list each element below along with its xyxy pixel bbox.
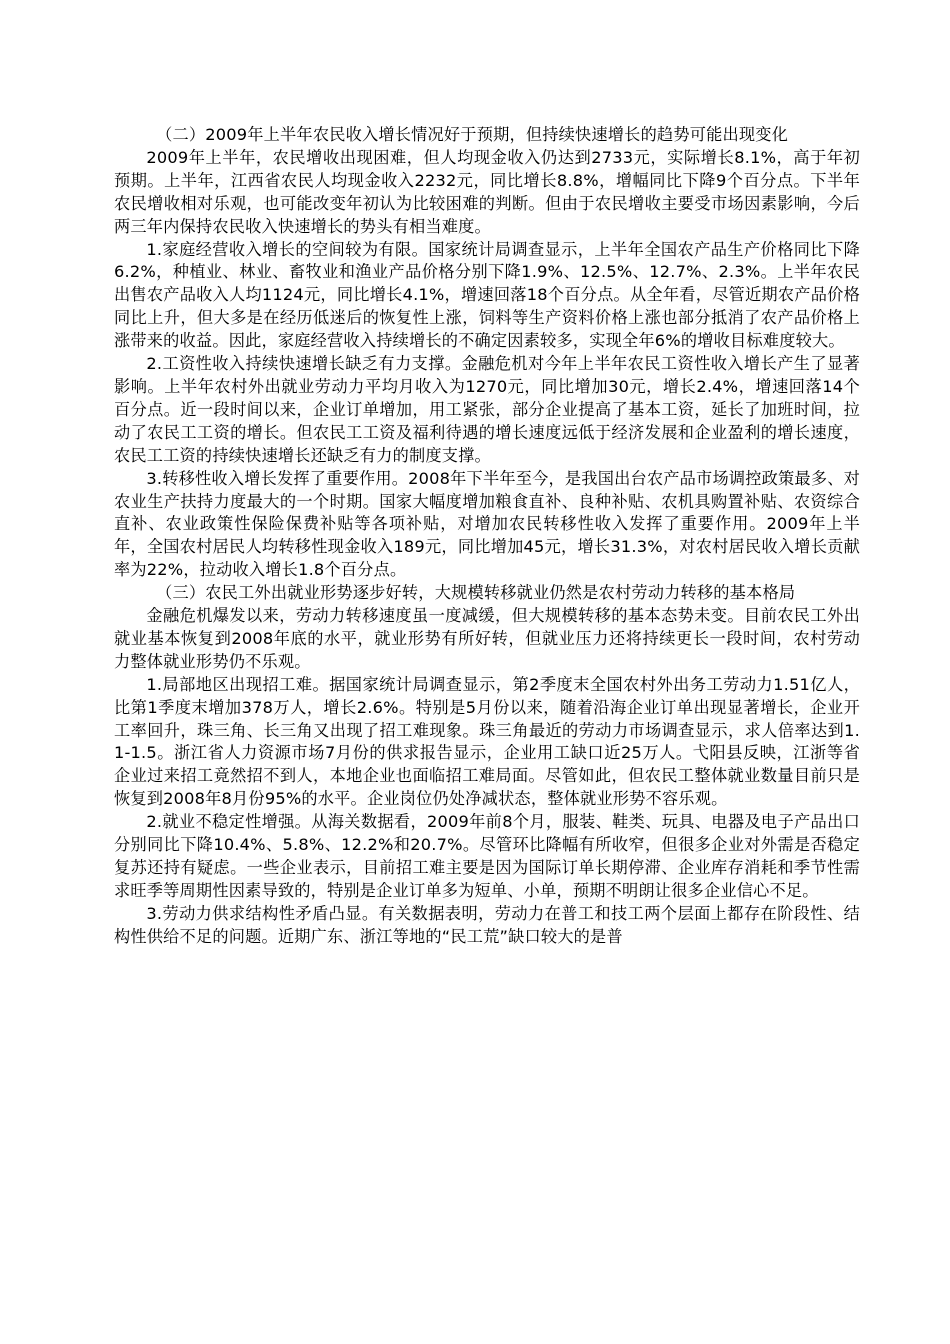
section-heading-3: （三）农民工外出就业形势逐步好转，大规模转移就业仍然是农村劳动力转移的基本格局 bbox=[156, 583, 796, 603]
paragraph-labor-shortage: 1.局部地区出现招工难。据国家统计局调查显示，第2季度末全国农村外出务工劳动力1.51亿人，比第1季度末增加378万人，增长2.6%。特别是5月份以来，随着沿海企业订单出现显著增长，企业开工率回升，珠三角、长三角又出现了招工难现象。珠三角最近的劳动力市场调查显示，求人倍率达到1.1-1.5。浙江省人力资源市场7月份的供求报告显示，企业用工缺口近25万人。弋阳县反映，江浙等省企业过来招工竟然招不到人，本地企业也面临招工难局面。尽管如此，但农民工整体就业数量目前只是恢复到2008年8月份95%的水平。企业岗位仍处净减状态，整体就业形势不容乐观。 bbox=[114, 674, 860, 809]
paragraph-wage-income: 2.工资性收入持续快速增长缺乏有力支撑。金融危机对今年上半年农民工资性收入增长产生了显著影响。上半年农村外出就业劳动力平均月收入为1270元，同比增加30元，增长2.4%，增速回落14个百分点。近一段时间以来，企业订单增加，用工紧张，部分企业提高了基本工资，延长了加班时间，拉动了农民工工资的增长。但农民工工资及福利待遇的增长速度远低于经济发展和企业盈利的增长速度，农民工工资的持续快速增长还缺乏有力的制度支撑。 bbox=[114, 354, 860, 465]
paragraph-employment-overview: 金融危机爆发以来，劳动力转移速度虽一度减缓，但大规模转移的基本态势未变。目前农民工外出就业基本恢复到2008年底的水平，就业形势有所好转，但就业压力还将持续更长一段时间，农村劳动力整体就业形势仍不乐观。 bbox=[114, 606, 860, 671]
section-heading-2: （二）2009年上半年农民收入增长情况好于预期，但持续快速增长的趋势可能出现变化 bbox=[156, 125, 789, 144]
paragraph-household-income: 1.家庭经营收入增长的空间较为有限。国家统计局调查显示，上半年全国农产品生产价格同比下降6.2%，种植业、林业、畜牧业和渔业产品价格分别下降1.9%、12.5%、12.7%、2.3%。上半年农民出售农产品收入人均1124元，同比增长4.1%，增速回落18个百分点。从全年看，尽管近期农产品价格同比上升，但大多是在经历低迷后的恢复性上涨，饲料等生产资料价格上涨也部分抵消了农产品价格上涨带来的收益。因此，家庭经营收入持续增长的不确定因素较多，实现全年6%的增收目标难度较大。 bbox=[114, 239, 860, 351]
document-page bbox=[114, 124, 860, 949]
paragraph-employment-instability: 2.就业不稳定性增强。从海关数据看，2009年前8个月，服装、鞋类、玩具、电器及电子产品出口分别同比下降10.4%、5.8%、12.2%和20.7%。尽管环比降幅有所收窄，但很多企业对外需是否稳定复苏还持有疑虑。一些企业表示，目前招工难主要是因为国际订单长期停滞、企业库存消耗和季节性需求旺季等周期性因素导致的，特别是企业订单多为短单、小单，预期不明朗让很多企业信心不足。 bbox=[114, 812, 860, 900]
paragraph-income-overview: 2009年上半年，农民增收出现困难，但人均现金收入仍达到2733元，实际增长8.1%，高于年初预期。上半年，江西省农民人均现金收入2232元，同比增长8.8%，增幅同比下降9个百分点。下半年农民增收相对乐观，也可能改变年初认为比较困难的判断。但由于农民增收主要受市场因素影响，今后两三年内保持农民收入快速增长的势头有相当难度。 bbox=[114, 147, 860, 236]
paragraph-transfer-income: 3.转移性收入增长发挥了重要作用。2008年下半年至今，是我国出台农产品市场调控政策最多、对农业生产扶持力度最大的一个时期。国家大幅度增加粮食直补、良种补贴、农机具购置补贴、农资综合直补、农业政策性保险保费补贴等各项补贴，对增加农民转移性收入发挥了重要作用。2009年上半年，全国农村居民人均转移性现金收入189元，同比增加45元，增长31.3%，对农村居民收入增长贡献率为22%，拉动收入增长1.8个百分点。 bbox=[114, 468, 860, 580]
paragraph-structural-mismatch: 3.劳动力供求结构性矛盾凸显。有关数据表明，劳动力在普工和技工两个层面上都存在阶段性、结构性供给不足的问题。近期广东、浙江等地的“民工荒”缺口较大的是普 bbox=[114, 903, 860, 946]
